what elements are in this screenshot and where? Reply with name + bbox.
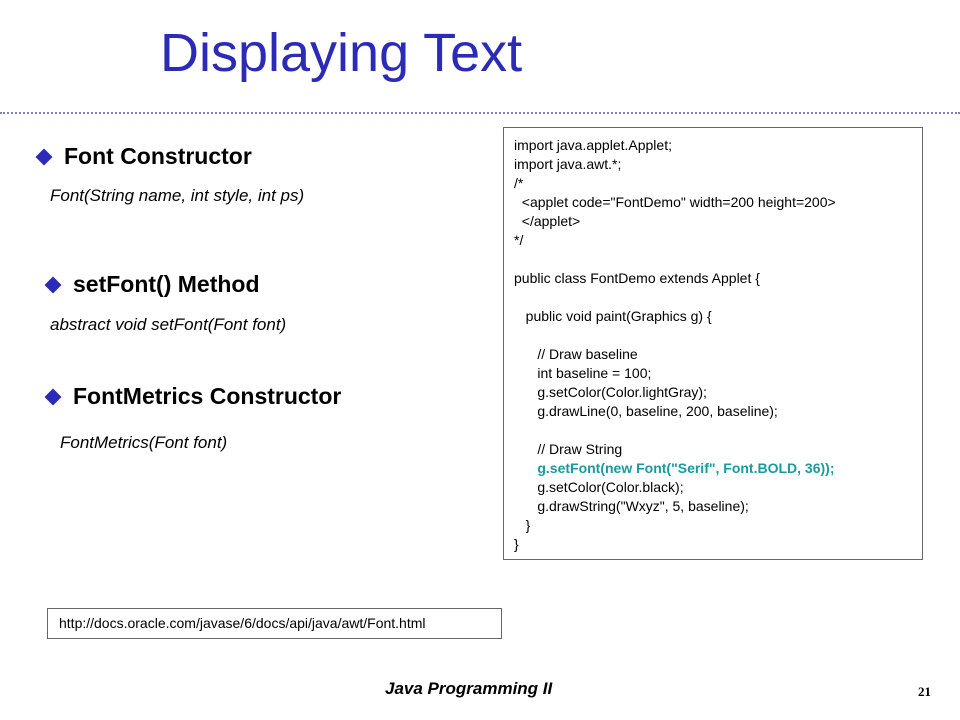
bullet-heading: Font Constructor <box>64 143 252 169</box>
title-divider <box>0 112 960 114</box>
fontmetrics-signature: FontMetrics(Font font) <box>60 433 228 452</box>
code-line: </applet> <box>514 213 581 229</box>
code-line: // Draw String <box>514 441 623 457</box>
code-line <box>514 421 922 440</box>
code-line: } <box>514 536 519 552</box>
code-line: public class FontDemo extends Applet { <box>514 270 760 286</box>
page-number: 21 <box>918 684 931 699</box>
code-line: g.drawLine(0, baseline, 200, baseline); <box>514 403 778 419</box>
bullet-fontmetrics-constructor <box>47 383 341 410</box>
code-line: } <box>514 517 531 533</box>
code-line: g.drawString("Wxyz", 5, baseline); <box>514 498 749 514</box>
code-line: g.setFont(new Font("Serif", Font.BOLD, 36)); <box>514 460 835 476</box>
diamond-bullet-icon <box>36 148 53 165</box>
footer-course-title: Java Programming II <box>385 679 553 698</box>
code-line: int baseline = 100; <box>514 365 652 381</box>
bullet-font-constructor <box>38 143 252 170</box>
slide-title: Displaying Text <box>160 23 523 83</box>
code-line: // Draw baseline <box>514 346 638 362</box>
diamond-bullet-icon <box>45 276 62 293</box>
code-line: public void paint(Graphics g) { <box>514 308 712 324</box>
code-line: <applet code="FontDemo" width=200 height=200> <box>514 194 836 210</box>
bullet-heading: FontMetrics Constructor <box>73 383 342 409</box>
setfont-signature: abstract void setFont(Font font) <box>50 315 287 334</box>
code-listing <box>503 127 923 560</box>
code-line: g.setColor(Color.black); <box>514 479 684 495</box>
code-line <box>514 326 922 345</box>
code-line: import java.awt.*; <box>514 156 622 172</box>
code-line: /* <box>514 175 524 191</box>
code-line: */ <box>514 232 524 248</box>
reference-url[interactable]: http://docs.oracle.com/javase/6/docs/api/java/awt/Font.html <box>47 608 502 639</box>
font-constructor-signature: Font(String name, int style, int ps) <box>50 186 305 205</box>
code-line <box>514 288 922 307</box>
code-line: g.setColor(Color.lightGray); <box>514 384 707 400</box>
diamond-bullet-icon <box>45 388 62 405</box>
code-line <box>514 250 922 269</box>
bullet-setfont-method <box>47 271 260 298</box>
bullet-heading: setFont() Method <box>73 271 260 297</box>
code-line: import java.applet.Applet; <box>514 137 672 153</box>
